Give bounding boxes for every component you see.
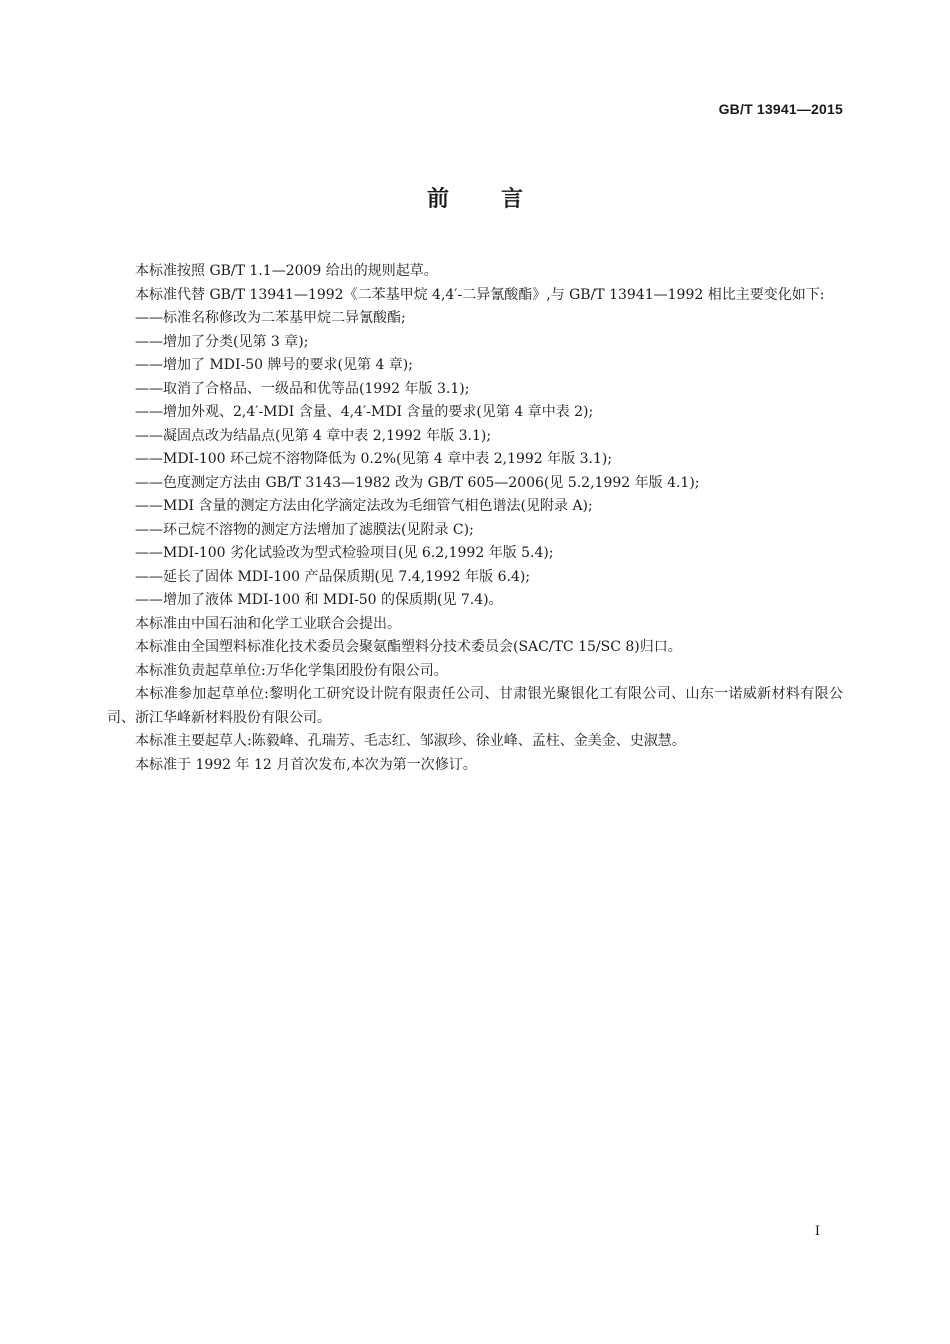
paragraph: 本标准代替 GB/T 13941—1992《二苯基甲烷 4,4′-二异氰酸酯》,与 GB/T 13941—1992 相比主要变化如下: <box>135 286 825 303</box>
paragraph: 本标准于 1992 年 12 月首次发布,本次为第一次修订。 <box>135 756 477 773</box>
list-item: ——增加了液体 MDI-100 和 MDI-50 的保质期(见 7.4)。 <box>135 592 503 608</box>
list-item: ——延长了固体 MDI-100 产品保质期(见 7.4,1992 年版 6.4); <box>135 568 531 585</box>
page-number: I <box>814 1224 820 1239</box>
list-item: ——色度测定方法由 GB/T 3143—1982 改为 GB/T 605—2006(见 5.2,1992 年版 4.1); <box>135 474 700 491</box>
page-title: 前言 <box>426 187 575 212</box>
paragraph: 本标准由中国石油和化学工业联合会提出。 <box>135 615 401 632</box>
paragraph: 本标准参加起草单位:黎明化工研究设计院有限责任公司、甘肃银光聚银化工有限公司、山东一诺威新材料有限公司、浙江华峰新材料股份有限公司。 <box>107 686 843 726</box>
paragraph: 本标准主要起草人:陈毅峰、孔瑞芳、毛志红、邹淑珍、徐业峰、孟柱、金美金、史淑慧。 <box>135 733 686 749</box>
list-item: ——取消了合格品、一级品和优等品(1992 年版 3.1); <box>135 380 470 397</box>
body-text <box>107 260 843 777</box>
paragraph: 本标准由全国塑料标准化技术委员会聚氨酯塑料分技术委员会(SAC/TC 15/SC 8)归口。 <box>135 639 682 655</box>
standard-code: GB/T 13941—2015 <box>718 101 843 117</box>
list-item: ——凝固点改为结晶点(见第 4 章中表 2,1992 年版 3.1); <box>135 427 492 444</box>
list-item: ——增加了分类(见第 3 章); <box>135 333 309 350</box>
list-item: ——增加了 MDI-50 牌号的要求(见第 4 章); <box>135 357 413 373</box>
list-item: ——环己烷不溶物的测定方法增加了滤膜法(见附录 C); <box>135 521 474 538</box>
list-item: ——MDI 含量的测定方法由化学滴定法改为毛细管气相色谱法(见附录 A); <box>135 498 593 514</box>
list-item: ——MDI-100 环己烷不溶物降低为 0.2%(见第 4 章中表 2,1992 年版 3.1); <box>135 451 613 467</box>
list-item: ——MDI-100 劣化试验改为型式检验项目(见 6.2,1992 年版 5.4); <box>135 545 554 561</box>
paragraph: 本标准负责起草单位:万华化学集团股份有限公司。 <box>135 662 448 679</box>
list-item: ——标准名称修改为二苯基甲烷二异氰酸酯; <box>135 310 406 326</box>
paragraph: 本标准按照 GB/T 1.1—2009 给出的规则起草。 <box>135 263 438 279</box>
list-item: ——增加外观、2,4′-MDI 含量、4,4′-MDI 含量的要求(见第 4 章中表 2); <box>135 404 594 420</box>
